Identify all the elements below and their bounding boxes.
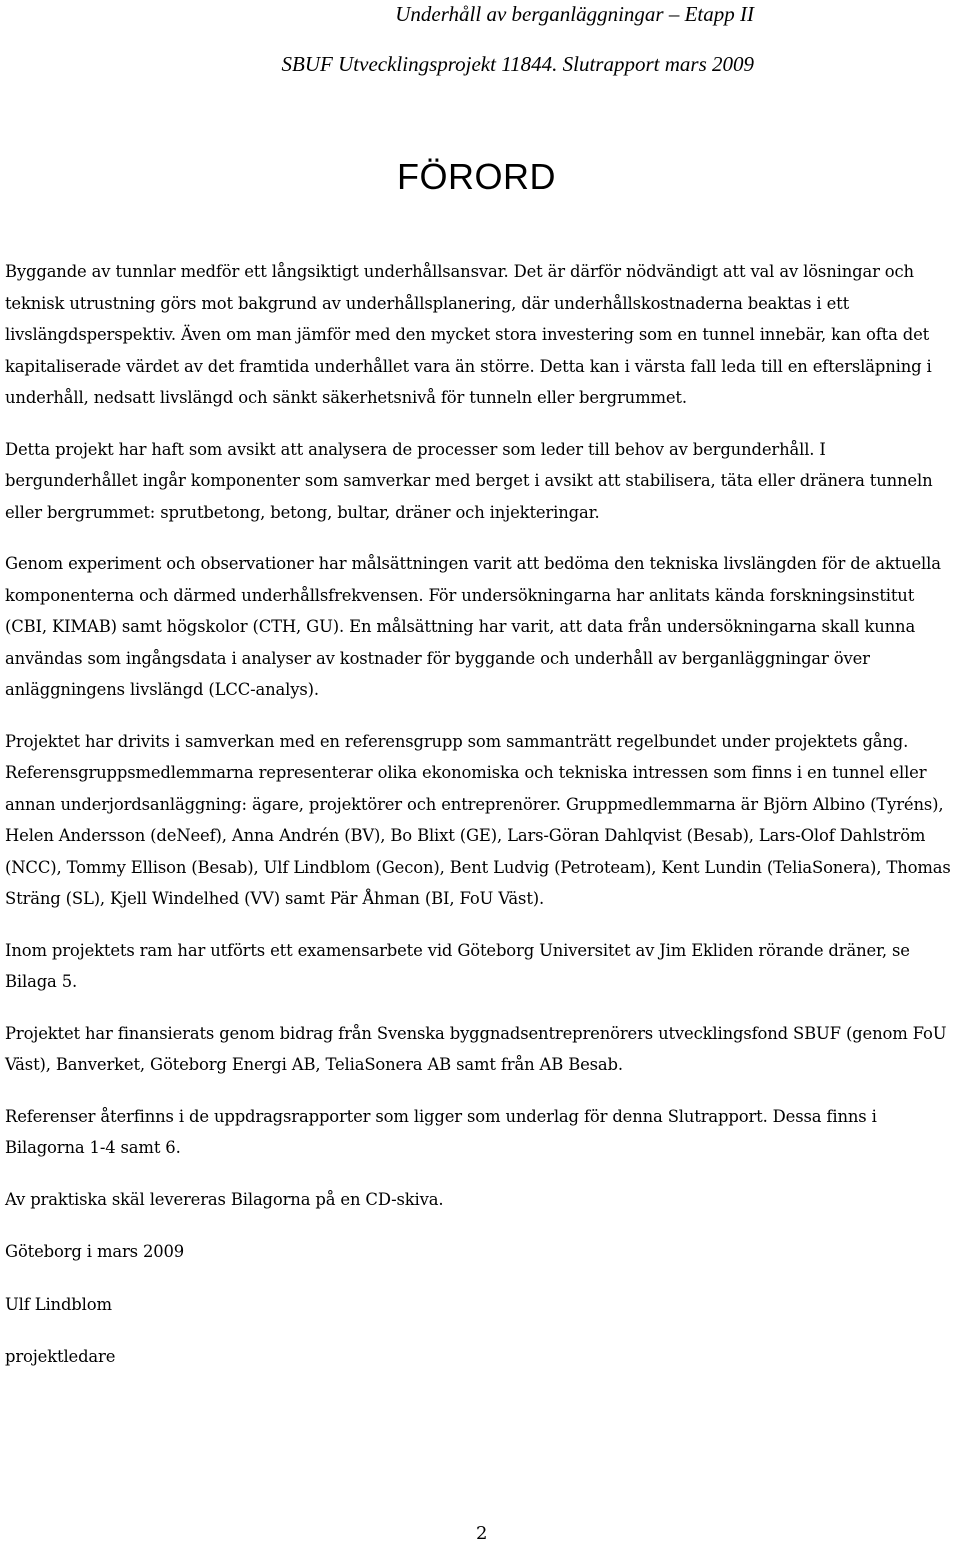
body-text bbox=[5, 256, 955, 1394]
paragraph-thesis: Inom projektets ram har utförts ett examensarbete vid Göteborg Universitet av Jim Ekliden rörande dräner, se Bilaga 5. bbox=[5, 940, 910, 991]
paragraph-intro: Byggande av tunnlar medför ett långsiktigt underhållsansvar. Det är därför nödvändigt att val av lösningar och teknisk utrustning görs mot bakgrund av underhållsplanering, där underhållskostnaderna beaktas i ett livslängdsperspektiv. Även om man jämför med den mycket stora investering som en tunnel innebär, kan ofta det kapitaliserade värdet av det framtida underhållet vara än större. Detta kan i värsta fall leda till en eftersläpning i underhåll, nedsatt livslängd och sänkt säkerhetsnivå för tunneln eller bergrummet. bbox=[5, 262, 932, 407]
paragraph-cd: Av praktiska skäl levereras Bilagorna på en CD-skiva. bbox=[5, 1189, 444, 1209]
running-header-title: Underhåll av berganläggningar – Etapp II bbox=[395, 2, 754, 26]
place-date: Göteborg i mars 2009 bbox=[5, 1242, 185, 1261]
section-title: FÖRORD bbox=[397, 156, 556, 197]
paragraph-experiments: Genom experiment och observationer har målsättningen varit att bedöma den tekniska livslängden för de aktuella komponenterna och därmed underhållsfrekvensen. För undersökningarna har anlitats kända forskningsinstitut (CBI, KIMAB) samt högskolor (CTH, GU). En målsättning har varit, att data från undersökningarna skall kunna användas som ingångsdata i analyser av kostnader för byggande och underhåll av berganläggningar över anläggningens livslängd (LCC-analys). bbox=[5, 554, 941, 699]
paragraph-reference-group: Projektet har drivits i samverkan med en referensgrupp som sammanträtt regelbundet under projektets gång. Referensgruppsmedlemmarna representerar olika ekonomiska och tekniska intressen som finns i en tunnel eller annan underjordsanläggning: ägare, projektörer och entreprenörer. Gruppmedlemmarna är Björn Albino (Tyréns), Helen Andersson (deNeef), Anna Andrén (BV), Bo Blixt (GE), Lars-Göran Dahlqvist (Besab), Lars-Olof Dahlström (NCC), Tommy Ellison (Besab), Ulf Lindblom (Gecon), Bent Ludvig (Petroteam), Kent Lundin (TeliaSonera), Thomas Sträng (SL), Kjell Windelhed (VV) samt Pär Åhman (BI, FoU Väst). bbox=[5, 731, 951, 908]
page-number: 2 bbox=[476, 1523, 488, 1544]
paragraph-funding: Projektet har finansierats genom bidrag från Svenska byggnadsentreprenörers utvecklingsfond SBUF (genom FoU Väst), Banverket, Göteborg Energi AB, TeliaSonera AB samt från AB Besab. bbox=[5, 1023, 947, 1074]
running-header-subtitle: SBUF Utvecklingsprojekt 11844. Slutrapport mars 2009 bbox=[281, 52, 754, 76]
author-name: Ulf Lindblom bbox=[5, 1294, 112, 1314]
paragraph-project-purpose: Detta projekt har haft som avsikt att analysera de processer som leder till behov av bergunderhåll. I bergunderhållet ingår komponenter som samverkar med berget i avsikt att stabilisera, täta eller dränera tunneln eller bergrummet: sprutbetong, betong, bultar, dräner och injekteringar. bbox=[5, 439, 933, 522]
author-role: projektledare bbox=[5, 1347, 116, 1366]
paragraph-references: Referenser återfinns i de uppdragsrapporter som ligger som underlag för denna Slutrapport. Dessa finns i Bilagorna 1-4 samt 6. bbox=[5, 1106, 877, 1157]
